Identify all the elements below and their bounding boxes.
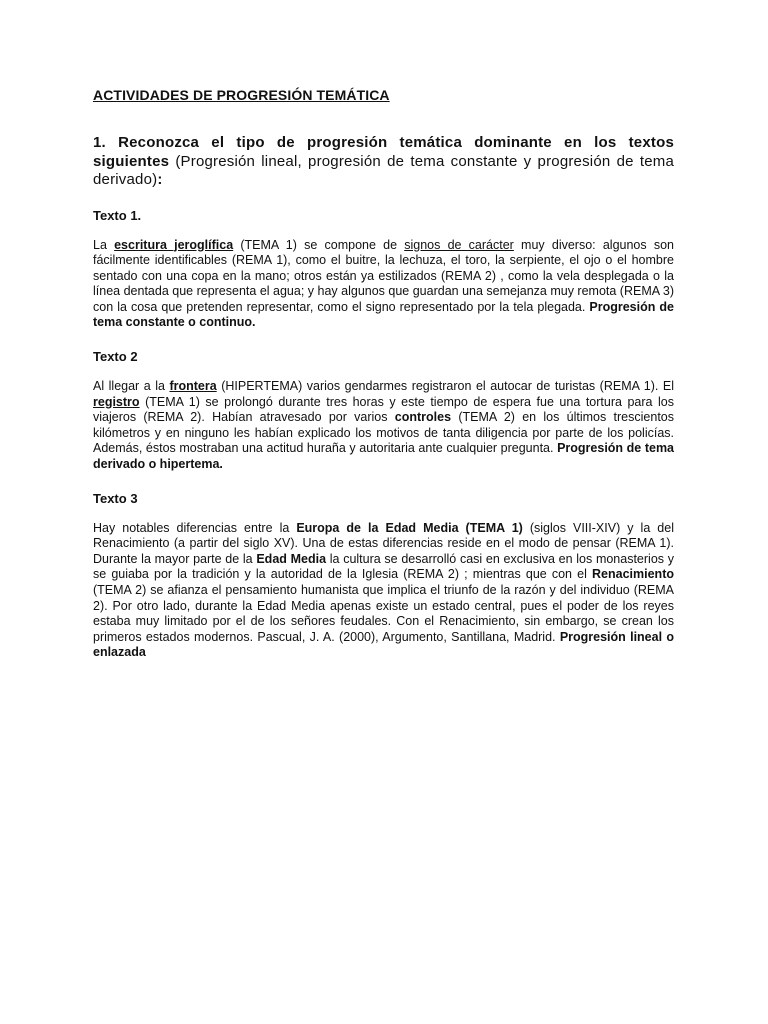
exercise-instruction [93, 134, 674, 190]
texto-3-answer: Progresión lineal o enlazada [93, 629, 674, 660]
texto-1-tema-escritura: escritura jeroglífica [114, 237, 234, 252]
texto-2-frontera: frontera [169, 379, 217, 394]
texto-1-run-1: La [93, 237, 115, 252]
exercise-instruction-bold: 1. Reconozca el tipo de progresión temática dominante en los textos siguientes [93, 134, 674, 170]
texto-2-run-1: Al llegar a la [93, 379, 170, 394]
texto-3-paragraph [93, 521, 674, 661]
texto-2-run-7: (TEMA 2) en los últimos trescientos kilómetros y en ninguno les habían explicado los motivos de tanta diligencia por parte de los policías. Además, éstos mostraban una actitud huraña y autoritaria ante cualquier pregunta. [93, 410, 674, 456]
texto-2-run-5: (TEMA 1) se prolongó durante tres horas y este tiempo de espera fue una tortura para los viajeros (REMA 2). Habían atravesado por varios [93, 394, 674, 425]
texto-1-answer: Progresión de tema constante o continuo. [93, 299, 674, 330]
texto-3-europa: Europa de la Edad Media (TEMA 1) [296, 520, 523, 535]
texto-1-run-5: muy diverso: algunos son fácilmente identificables (REMA 1), como el buitre, la lechuza, el toro, la serpiente, el ojo o el hombre sentado con una copa en la mano; otros están ya estilizados (REMA 2) , como la vela desplegada o la línea dentada que representa el agua; y hay algunos que guardan una semejanza muy remota (REMA 3) con la cosa que pretenden representar, como el signo representado por la tela plegada. [93, 237, 674, 314]
texto-2-controles: controles [394, 410, 452, 425]
texto-3-heading: Texto 3 [93, 490, 138, 506]
texto-3-edad-media: Edad Media [256, 551, 327, 566]
texto-1-signos: signos de carácter [404, 237, 514, 252]
texto-2-heading: Texto 2 [93, 349, 138, 365]
exercise-instruction-options: (Progresión lineal, progresión de tema constante y progresión de tema derivado) [93, 152, 674, 188]
texto-2-registro: registro [93, 394, 140, 409]
texto-3-run-1: Hay notables diferencias entre la [93, 520, 297, 535]
texto-2-answer: Progresión de tema derivado o hipertema. [93, 441, 675, 472]
texto-2-run-3: (HIPERTEMA) varios gendarmes registraron el autocar de turistas (REMA 1). El [216, 379, 674, 394]
texto-2-paragraph [93, 379, 674, 473]
texto-3-run-3: (siglos VIII-XIV) y la del Renacimiento (a partir del siglo XV). Una de estas diferencias reside en el modo de pensar (REMA 1). Durante la mayor parte de la [93, 520, 674, 566]
texto-1-paragraph [93, 238, 674, 332]
document-title: ACTIVIDADES DE PROGRESIÓN TEMÁTICA [93, 87, 390, 103]
texto-3-run-5: la cultura se desarrolló casi en exclusiva en los monasterios y se guiaba por la tradición y la autoridad de la Iglesia (REMA 2) ; mientras que con el [93, 551, 674, 582]
texto-1-run-3: (TEMA 1) se compone de [233, 237, 405, 252]
texto-1-heading: Texto 1. [93, 207, 142, 223]
texto-3-run-7: (TEMA 2) se afianza el pensamiento humanista que implica el triunfo de la razón y del individuo (REMA 2). Por otro lado, durante la Edad Media apenas existe un estado central, pues el poder de los reyes estaba muy limitado por el de los señores feudales. Con el Renacimiento, sin embargo, se crean los primeros estados modernos. Pascual, J. A. (2000), Argumento, Santillana, Madrid. [93, 583, 674, 644]
document-content [93, 86, 674, 661]
texto-3-renacimiento: Renacimiento [592, 567, 674, 582]
exercise-instruction-colon: : [157, 171, 163, 188]
